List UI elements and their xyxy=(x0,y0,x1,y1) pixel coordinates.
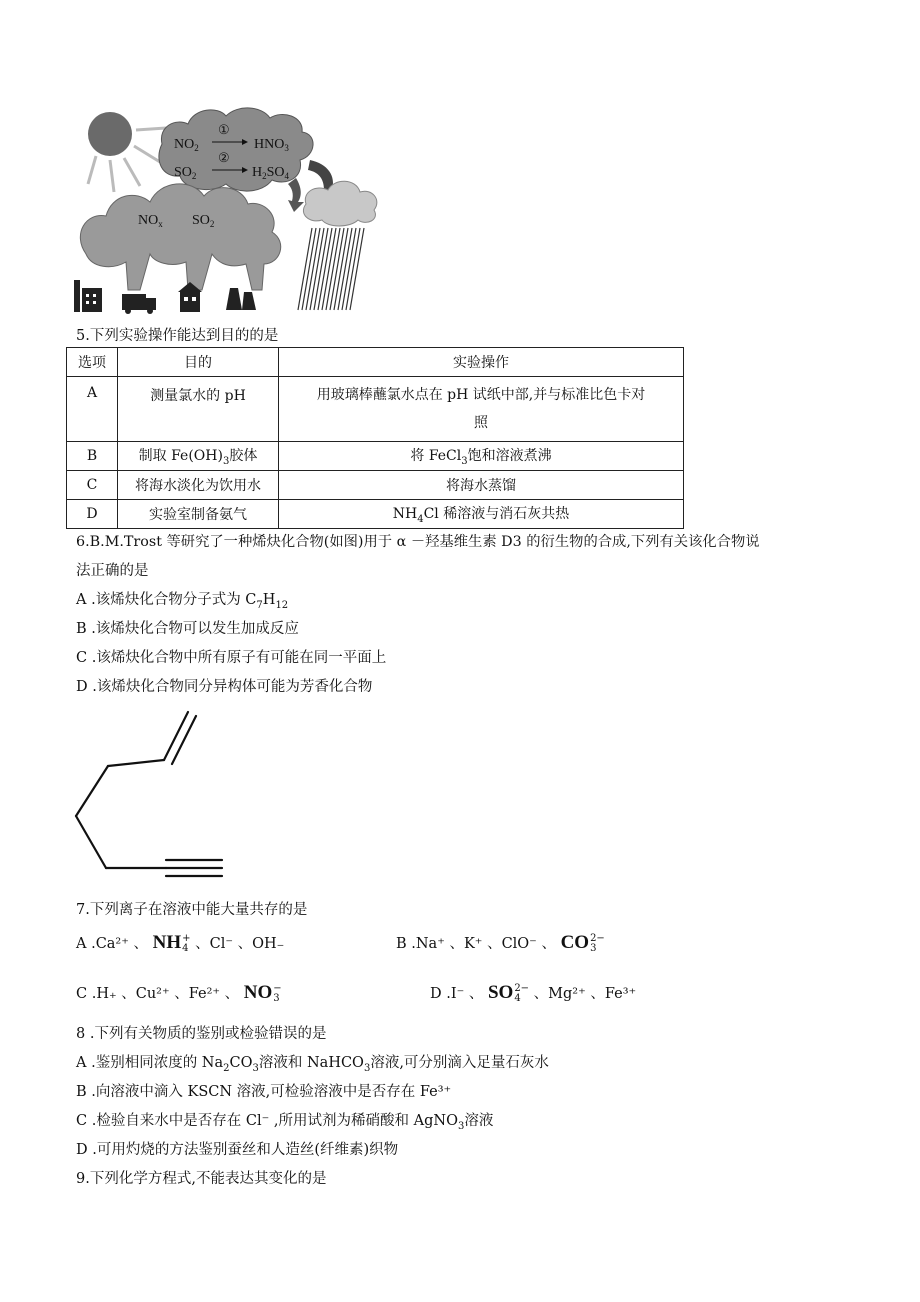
label-h2so4: $H_2SO_4$ xyxy=(252,165,290,181)
table-row: D 实验室制备氨气 $NH_4Cl$ 稀溶液与消石灰共热 xyxy=(67,500,684,529)
q6-option-a: A .该烯炔化合物分子式为 $C_7H_{12}$ xyxy=(76,592,289,611)
rain-cloud xyxy=(303,181,376,226)
svg-text:①: ① xyxy=(218,122,230,137)
q7-stem: 7.下列离子在溶液中能大量共存的是 xyxy=(76,902,308,918)
label-nox: $NO_x$ xyxy=(138,213,163,229)
table-header-row: 选项 目的 实验操作 xyxy=(67,348,684,377)
q8-stem: 8 .下列有关物质的鉴别或检验错误的是 xyxy=(76,1026,327,1042)
q7-option-d: D .I⁻ 、 SO2− 4 、Mg²⁺ 、Fe³⁺ xyxy=(430,982,637,1004)
q7-option-c: C .H₊ 、Cu²⁺ 、Fe²⁺ 、 NO− 3 xyxy=(76,982,282,1004)
label-hno3: $HNO_3$ xyxy=(254,137,289,153)
q7-option-b: B .Na⁺ 、K⁺ 、ClO⁻ 、 CO2− 3 xyxy=(396,932,605,954)
label-so2-bottom: $SO_2$ xyxy=(192,213,215,229)
acid-rain-figure xyxy=(66,104,386,316)
q6-option-c: C .该烯炔化合物中所有原子有可能在同一平面上 xyxy=(76,650,387,666)
q6-stem-line1: 6.B.M.Trost 等研究了一种烯炔化合物(如图)用于 α －羟基维生素 D3 的衍生物的合成,下列有关该化合物说 xyxy=(76,534,760,550)
q7-option-a: A .Ca²⁺ 、 NH+ 4 、Cl⁻ 、OH₋ xyxy=(76,932,285,954)
q8-option-d: D .可用灼烧的方法鉴别蚕丝和人造丝(纤维素)织物 xyxy=(76,1142,399,1158)
smoke-cloud xyxy=(80,184,280,290)
q8-option-c: C .检验自来水中是否存在 Cl⁻ ,所用试剂为稀硝酸和 AgNO$_3$溶液 xyxy=(76,1113,494,1132)
q9-stem: 9.下列化学方程式,不能表达其变化的是 xyxy=(76,1171,327,1187)
q5-table xyxy=(66,347,684,529)
svg-text:②: ② xyxy=(218,150,230,165)
table-row: A 测量氯水的 pH 用玻璃棒蘸氯水点在 pH 试纸中部,并与标准比色卡对 照 xyxy=(67,377,684,442)
q6-option-d: D .该烯炔化合物同分异构体可能为芳香化合物 xyxy=(76,679,373,695)
label-no2: $NO_2$ xyxy=(174,137,199,153)
sun-icon xyxy=(88,112,132,156)
table-row: C 将海水淡化为饮用水 将海水蒸馏 xyxy=(67,471,684,500)
label-so2-top: $SO_2$ xyxy=(174,165,197,181)
q6-option-b: B .该烯炔化合物可以发生加成反应 xyxy=(76,621,299,637)
enyne-structure xyxy=(66,700,236,880)
table-row: B 制取 $Fe(OH)_3$胶体 将 FeCl$_3$饱和溶液煮沸 xyxy=(67,442,684,471)
q6-stem-line2: 法正确的是 xyxy=(76,563,149,579)
q8-option-a: A .鉴别相同浓度的 $Na_2CO_3$溶液和 NaHCO$_3$溶液,可分别滴入足量石灰水 xyxy=(76,1055,549,1074)
q5-stem: 5.下列实验操作能达到目的的是 xyxy=(76,328,279,344)
q8-option-b: B .向溶液中滴入 KSCN 溶液,可检验溶液中是否存在 Fe³⁺ xyxy=(76,1084,452,1100)
